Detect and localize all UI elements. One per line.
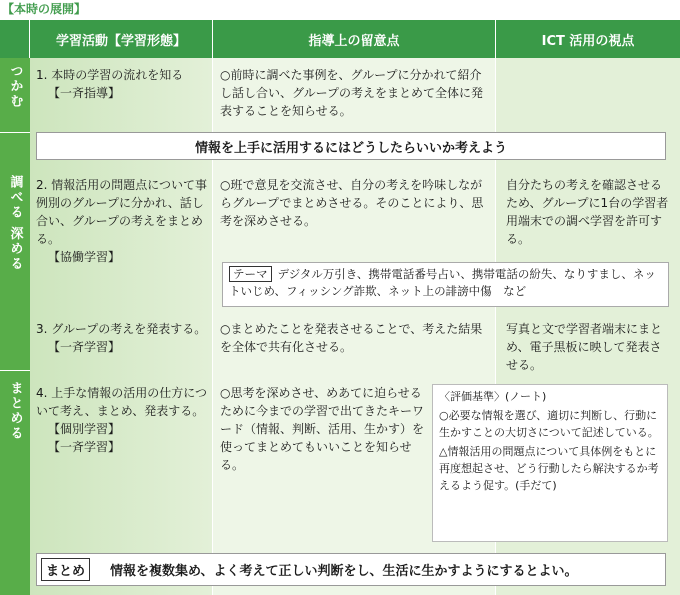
summary-box bbox=[36, 553, 666, 586]
theme-tag: テーマ bbox=[229, 266, 272, 282]
theme-examples-box bbox=[222, 262, 669, 307]
header-activity: 学習活動【学習形態】 bbox=[30, 20, 213, 58]
header-notes: 指導上の留意点 bbox=[213, 20, 496, 58]
evaluation-heading: 〈評価基準〉(ノート) bbox=[439, 390, 547, 403]
note-1: ○前時に調べた事例を、グループに分かれて紹介し話し合い、グループの考えをまとめて全体に発表することを知らせる。 bbox=[220, 68, 484, 118]
evaluation-criteria-box bbox=[432, 384, 668, 542]
page-title: 【本時の展開】 bbox=[2, 2, 87, 16]
note-2: ○班で意見を交流させ、自分の考えを吟味しながらグループでまとめさせる。そのことにより、思考を深めさせる。 bbox=[220, 178, 484, 228]
header-ict: ICT 活用の視点 bbox=[496, 20, 680, 58]
summary-tag: まとめ bbox=[41, 558, 90, 581]
ict-2: 自分たちの考えを確認させるため、グループに1台の学習者用端末での調べ学習を許可する。 bbox=[506, 178, 669, 246]
activity-1: 1. 本時の学習の流れを知る 【一斉指導】 bbox=[36, 68, 184, 100]
note-4: ○思考を深めさせ、めあてに迫らせるために今までの学習で出てきたキーワード（情報、判断、活用、生かす）を使ってまとめてもいいことを知らせる。 bbox=[220, 386, 425, 472]
header-corner bbox=[0, 20, 30, 58]
lesson-theme: 情報を上手に活用するにはどうしたらいいか考えよう bbox=[36, 132, 666, 160]
evaluation-item: △情報活用の問題点について具体例をもとに再度想起させ、どう行動したら解決するか考えるよう促す。(手だて) bbox=[439, 445, 659, 492]
activity-3: 3. グループの考えを発表する。 【一斉学習】 bbox=[36, 322, 207, 354]
activity-4: 4. 上手な情報の活用の仕方について考え、まとめ、発表する。 【個別学習】 【一斉学習】 bbox=[36, 386, 208, 454]
note-3: ○まとめたことを発表させることで、考えた結果を全体で共有化させる。 bbox=[220, 322, 483, 354]
activity-2: 2. 情報活用の問題点について事例別のグループに分かれ、話し合い、グループの考えをまとめる。 【協働学習】 bbox=[36, 178, 208, 264]
evaluation-item: ○必要な情報を選び、適切に判断し、行動に生かすことの大切さについて記述している。 bbox=[439, 409, 659, 439]
summary-text: 情報を複数集め、よく考えて正しい判断をし、生活に生かすようにするとよい。 bbox=[110, 564, 578, 579]
theme-examples-text: デジタル万引き、携帯電話番号占い、携帯電話の紛失、なりすまし、ネットいじめ、フィッシング詐欺、ネット上の誹謗中傷 など bbox=[229, 267, 656, 298]
side-label-matomeru: まとめる bbox=[0, 371, 30, 595]
ict-3: 写真と文で学習者端末にまとめ、電子黒板に映して発表させる。 bbox=[506, 322, 663, 372]
side-label-tsukamu: つかむ bbox=[0, 58, 30, 133]
side-label-shiraberu: 調べる 深める bbox=[0, 133, 30, 371]
